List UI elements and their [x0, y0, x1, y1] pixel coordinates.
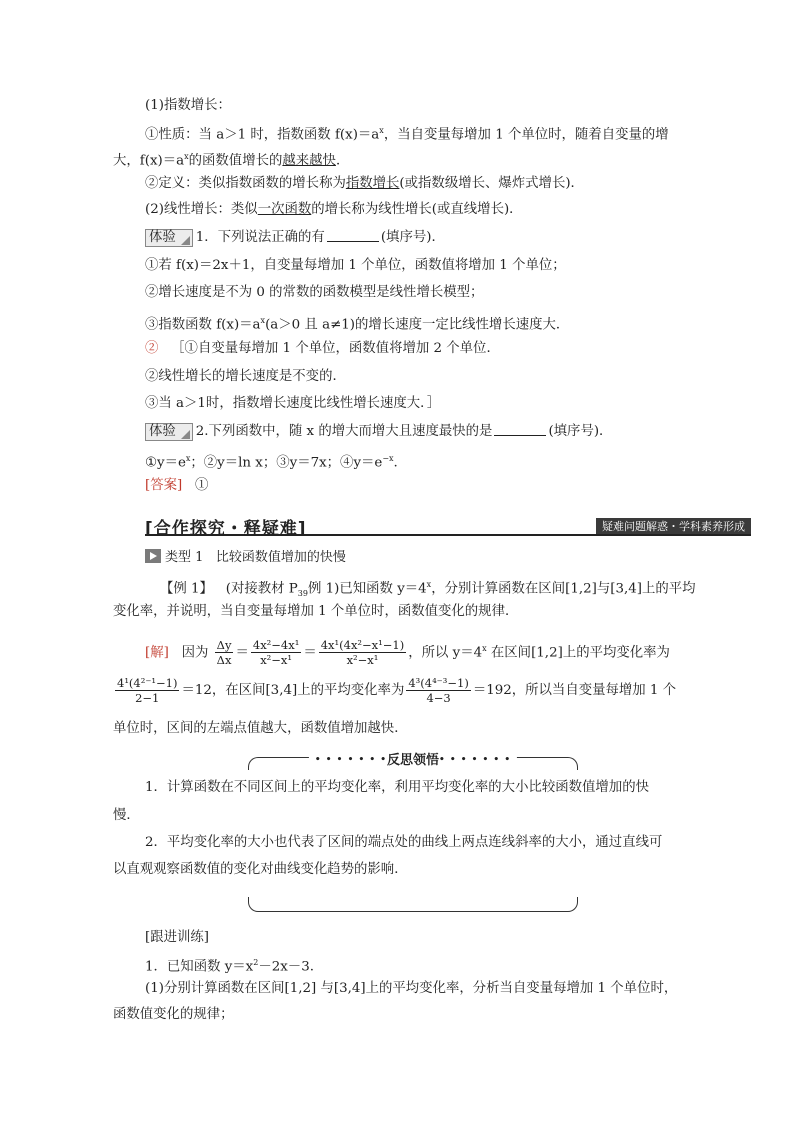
type-heading: 类型 1 比较函数值增加的快慢	[145, 548, 346, 568]
answer-blank	[494, 422, 546, 436]
reflection-2b: 以直观观察函数值的变化对曲线变化趋势的影响．	[113, 862, 408, 877]
exp-growth-heading: (1)指数增长：	[145, 98, 231, 113]
practice-q1-part1: (1)分别计算函数在区间[1,2] 与[3,4]上的平均变化率，分析当自变量每增加 1 个单位时，	[145, 981, 678, 996]
solution-line2: $\frac{\text{4¹(4²⁻¹−1)}}{2-1}$ ＝12，在区间[3,4]上的平均变化率为 $\frac{\text{4³(4⁴⁻³−1)}}{4-3}$ ＝192，所以当自变量每增加 1 个	[117, 676, 677, 705]
section-tag: 疑难问题解惑・学科素养形成	[596, 518, 751, 536]
experience-2-question: 体验 2.下列函数中，随 x 的增大而增大且速度最快的是 (填序号)．	[145, 422, 612, 442]
practice-q1: 1．已知函数 $y=x^2-2x-3$.	[145, 958, 314, 975]
fraction: $\frac{\text{4³(4⁴⁻³−1)}}{4-3}$	[408, 676, 469, 705]
explanation-3: ③当 a＞1时，指数增长速度比线性增长速度大．］	[145, 396, 441, 411]
fraction: $\frac{\Delta y}{\Delta x}$	[216, 638, 232, 668]
example-1-line2: 变化率，并说明，当自变量每增加 1 个单位时，函数值变化的规律．	[113, 604, 519, 619]
experience-badge: 体验	[145, 229, 193, 247]
play-triangle-icon	[145, 549, 161, 563]
box-bottom-border	[248, 897, 578, 912]
section-rule	[145, 534, 751, 536]
experience-2-answer: [答案] ①	[145, 478, 209, 493]
exp-property-line1: ①性质：当 a＞1 时，指数函数 $f(x)=a^x$，当自变量每增加 1 个单位时，随着自变量的增	[145, 126, 669, 143]
statement-3: ③指数函数 $f(x)=a^x(a>0$ 且 a≠1)的增长速度一定比线性增长速度大．	[145, 316, 570, 333]
section-title: [合作探究・释疑难]	[145, 519, 307, 539]
reflection-1b: 慢．	[113, 808, 140, 823]
practice-label: [跟进训练]	[145, 930, 210, 945]
fraction: $\frac{\text{4¹(4²⁻¹−1)}}{2-1}$	[117, 676, 178, 705]
linear-growth: (2)线性增长：类似一次函数的增长称为线性增长(或直线增长)．	[145, 202, 523, 217]
explanation-2: ②线性增长的增长速度是不变的．	[145, 369, 346, 384]
fraction: $\frac{\text{4x²−4x¹}}{\text{x²−x¹}}$	[252, 638, 300, 668]
exp-property-line2: 大，$f(x)=a^x$的函数值增长的越来越快．	[113, 152, 350, 169]
statement-1: ①若 f(x)＝2x＋1，自变量每增加 1 个单位，函数值将增加 1 个单位；	[145, 258, 566, 273]
solution-line1: [解] 因为 $\frac{\Delta y}{\Delta x}$ ＝ $\frac{\text{4x²−4x¹}}{\text{x²−x¹}}$ ＝ $\frac{\text{4x¹(4x²−x¹−1)}}{\text{x²−x¹}}$ ，所以 $y=4^x$ 在区间[1,2]上的平均变化率为	[145, 638, 670, 668]
experience-1-question: 体验 1．下列说法正确的有 (填序号)．	[145, 228, 445, 248]
section-header	[145, 514, 751, 539]
statement-2: ②增长速度是不为 0 的常数的函数模型是线性增长模型；	[145, 285, 484, 300]
reflection-2a: 2．平均变化率的大小也代表了区间的端点处的曲线上两点连线斜率的大小，通过直线可	[145, 835, 663, 850]
exp-definition: ②定义：类似指数函数的增长称为指数增长(或指数级增长、爆炸式增长)．	[145, 176, 584, 191]
experience-1-answer: ② ［①自变量每增加 1 个单位，函数值将增加 2 个单位．	[145, 341, 500, 356]
solution-line3: 单位时，区间的左端点值越大，函数值增加越快．	[113, 721, 408, 736]
practice-q1-part1-cont: 函数值变化的规律；	[113, 1007, 234, 1022]
reflection-1a: 1．计算函数在不同区间上的平均变化率，利用平均变化率的大小比较函数值增加的快	[145, 780, 649, 795]
experience-badge: 体验	[145, 423, 193, 441]
answer-blank	[327, 228, 379, 242]
example-1-line1: 【例 1】 (对接教材 $P_{39}$例 1)已知函数 $y=4^x$，分别计算函数在区间[1,2]与[3,4]上的平均	[160, 580, 696, 599]
reflection-title: • • • • • • •反思领悟• • • • • • •	[309, 749, 517, 768]
experience-2-options: $①y=e^x$；②y＝ln x；③y＝7x；$④y=e^{-x}$.	[145, 454, 398, 471]
fraction: $\frac{\text{4x¹(4x²−x¹−1)}}{\text{x²−x¹}}$	[320, 638, 405, 668]
